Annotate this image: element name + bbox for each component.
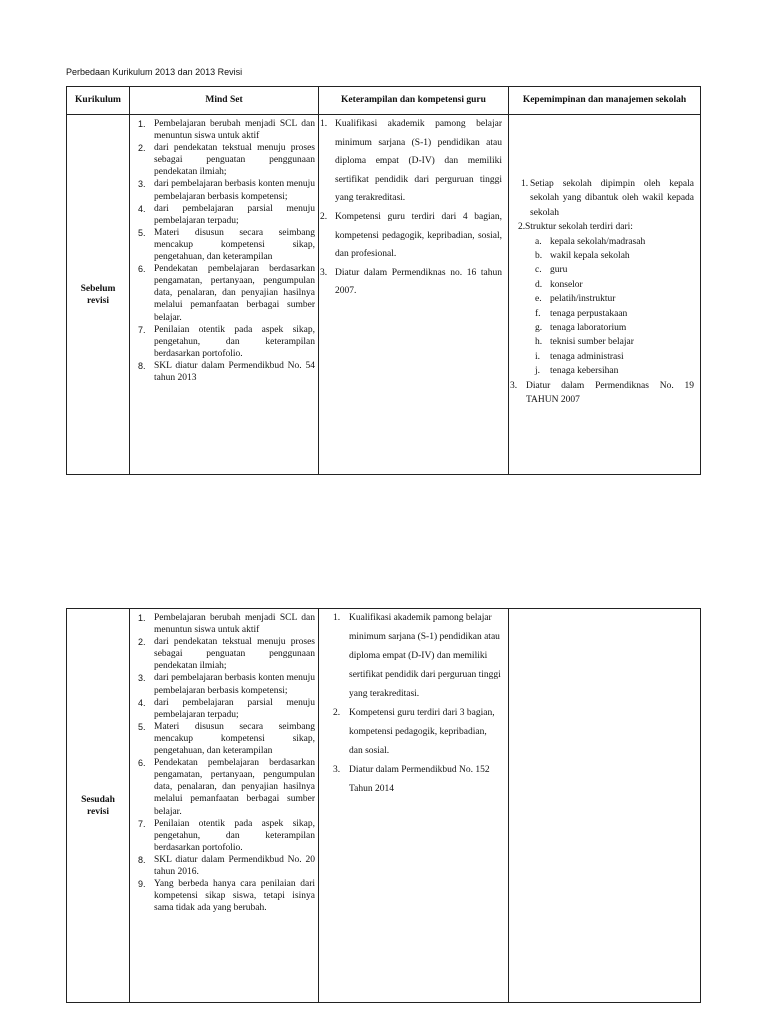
kompetensi-list bbox=[319, 115, 508, 301]
list-item-text: dari pembelajaran berbasis konten menuju pembelajaran berbasis kompetensi; bbox=[154, 179, 315, 202]
list-item bbox=[525, 364, 694, 378]
list-item-text: konselor bbox=[550, 279, 583, 290]
kompetensi-cell bbox=[319, 115, 509, 475]
list-item-number: g. bbox=[535, 323, 543, 334]
list-item-text: Pembelajaran berubah menjadi SCL dan menuntun siswa untuk aktif bbox=[154, 119, 315, 142]
document-title: Perbedaan Kurikulum 2013 dan 2013 Revisi bbox=[66, 67, 243, 77]
header-row bbox=[67, 87, 701, 115]
list-item bbox=[130, 636, 318, 672]
list-item bbox=[130, 612, 318, 636]
list-item-text: kepala sekolah/madrasah bbox=[550, 236, 646, 247]
list-item-number: c. bbox=[535, 265, 542, 276]
mind-set-cell bbox=[130, 609, 319, 1003]
list-item: 3. Diatur dalam Permendiknas No. 19 TAHUN 2007 bbox=[510, 380, 694, 406]
list-item bbox=[130, 721, 318, 757]
list-item bbox=[130, 142, 318, 178]
list-item-number: 3. bbox=[333, 765, 341, 775]
header-kurikulum: Kurikulum bbox=[67, 87, 130, 115]
list-item-text: Penilaian otentik pada aspek sikap, pengetahun, dan keterampilan berdasarkan portofolio. bbox=[154, 818, 315, 853]
list-item-text: Diatur dalam Permendiknas no. 16 tahun 2007. bbox=[335, 267, 502, 297]
comparison-table-after bbox=[66, 608, 701, 1003]
list-item-text: Kualifikasi akademik pamong belajar minimum sarjana (S-1) pendidikan atau diploma empat (D-IV) dan memiliki sertifikat pendidik dari perguruan tinggi yang terakreditasi. bbox=[349, 613, 501, 699]
list-item-text: Kompetensi guru terdiri dari 4 bagian, kompetensi pedagogik, kepribadian, sosial, dan profesional. bbox=[335, 211, 502, 260]
kepemimpinan-cell bbox=[509, 115, 701, 475]
kompetensi-cell bbox=[319, 609, 509, 1003]
list-item bbox=[525, 350, 694, 364]
list-item bbox=[525, 321, 694, 335]
list-item bbox=[130, 818, 318, 854]
row-label-sebelum: Sebelum revisi bbox=[67, 115, 130, 475]
list-item: 1. Setiap sekolah dipimpin oleh kepala sekolah yang dibantuk oleh wakil kepada sekolah bbox=[521, 179, 694, 218]
list-item bbox=[319, 264, 508, 301]
list-item-text: Kompetensi guru terdiri dari 3 bagian, kompetensi pedagogik, kepribadian, dan sosial. bbox=[349, 708, 495, 756]
list-item bbox=[525, 278, 694, 292]
list-item-number: 2. bbox=[138, 637, 146, 648]
list-item-text: Penilaian otentik pada aspek sikap, pengetahun, dan keterampilan berdasarkan portofolio. bbox=[154, 324, 315, 359]
list-item-number: 2. bbox=[138, 143, 146, 154]
kepemimpinan-list bbox=[509, 115, 700, 408]
list-item-number: j. bbox=[535, 366, 541, 377]
list-item-text: pelatih/instruktur bbox=[550, 294, 616, 305]
list-item-number: 3. bbox=[138, 179, 146, 190]
list-item-text: Yang berbeda hanya cara penilaian dari kompetensi sikap siswa, tetapi isinya sama tidak ada yang berubah. bbox=[154, 879, 315, 914]
list-item-text: dari pembelajaran berbasis konten menuju pembelajaran berbasis kompetensi; bbox=[154, 673, 315, 696]
mind-set-list bbox=[130, 118, 318, 384]
row-label-sesudah: Sesudah revisi bbox=[67, 609, 130, 1003]
list-item-number: 5. bbox=[138, 227, 146, 238]
list-item-number: 3. bbox=[138, 673, 146, 684]
list-item-number: i. bbox=[535, 351, 541, 362]
comparison-table-before bbox=[66, 86, 701, 475]
list-item-number: b. bbox=[535, 251, 543, 262]
list-item-text: Diatur dalam Permendikbud No. 152 Tahun 2014 bbox=[349, 765, 490, 794]
list-item bbox=[319, 609, 508, 704]
list-item bbox=[525, 292, 694, 306]
list-item bbox=[525, 249, 694, 263]
list-item-number: h. bbox=[535, 337, 543, 348]
list-item bbox=[130, 263, 318, 323]
row-sebelum bbox=[67, 115, 701, 475]
list-item-number: 1. bbox=[333, 613, 341, 623]
list-item bbox=[525, 335, 694, 349]
list-item-text: Pembelajaran berubah menjadi SCL dan menuntun siswa untuk aktif bbox=[154, 613, 315, 636]
list-item-number: 7. bbox=[138, 324, 146, 335]
list-item-number: 2. bbox=[333, 708, 341, 718]
mind-set-list bbox=[130, 612, 318, 914]
list-item-text: Materi disusun secara seimbang mencakup kompetensi sikap, pengetahuan, dan keterampilan bbox=[154, 721, 315, 757]
list-item-text: Kualifikasi akademik pamong belajar minimum sarjana (S-1) pendidikan atau diploma empat (D-IV) dan memiliki sertifikat pendidik dari perguruan tinggi yang terakreditasi. bbox=[335, 119, 502, 204]
list-item-number: d. bbox=[535, 279, 543, 290]
kepemimpinan-cell-empty bbox=[509, 609, 701, 1003]
list-item-number: a. bbox=[535, 236, 542, 247]
list-item-number: 4. bbox=[138, 203, 146, 214]
list-item-number: 1. bbox=[138, 119, 146, 129]
list-item bbox=[130, 672, 318, 696]
list-item bbox=[130, 118, 318, 142]
list-item bbox=[130, 227, 318, 263]
list-item-text: Pendekatan pembelajaran berdasarkan pengamatan, pertanyaan, pengumpulan data, penalaran, dan penyajian hasilnya melalui pemanfaatan berbagai sumber belajar. bbox=[154, 758, 315, 817]
list-item-text: wakil kepala sekolah bbox=[550, 251, 630, 262]
list-item bbox=[130, 178, 318, 202]
list-item-text: dari pembelajaran parsial menuju pembelajaran terpadu; bbox=[154, 203, 315, 226]
struktur-list bbox=[525, 235, 694, 379]
list-item-text: tenaga administrasi bbox=[550, 351, 624, 362]
list-item-number: 3. bbox=[320, 267, 328, 278]
list-item bbox=[130, 878, 318, 914]
list-item-text: tenaga laboratorium bbox=[550, 323, 627, 334]
list-item bbox=[130, 324, 318, 360]
list-item-text: Materi disusun secara seimbang mencakup kompetensi sikap, pengetahuan, dan keterampilan bbox=[154, 227, 315, 263]
list-item-text: dari pembelajaran parsial menuju pembelajaran terpadu; bbox=[154, 697, 315, 720]
list-item-number: 5. bbox=[138, 721, 146, 732]
list-item-text: dari pendekatan tekstual menuju proses sebagai penguatan penggunaan pendekatan ilmiah; bbox=[154, 637, 315, 672]
list-item-number: 9. bbox=[138, 879, 146, 890]
list-item-number: 4. bbox=[138, 697, 146, 708]
list-item-number: 7. bbox=[138, 818, 146, 829]
list-item bbox=[130, 854, 318, 878]
list-item bbox=[319, 704, 508, 761]
list-item-text: teknisi sumber belajar bbox=[550, 337, 634, 348]
list-item bbox=[525, 235, 694, 249]
kompetensi-list bbox=[319, 609, 508, 799]
list-item-text: dari pendekatan tekstual menuju proses sebagai penguatan penggunaan pendekatan ilmiah; bbox=[154, 143, 315, 178]
list-item-number: 8. bbox=[138, 360, 146, 371]
list-item: 2. Struktur sekolah terdiri dari: a. kepala sekolah/madrasah b. wakil kepala sekolah c. guru d. konselor e. pelatih/instruktur f. tenaga perpustakaan g. tenaga laboratorium h. teknisi sumber belajar i. tenaga administrasi j. tenaga kebersihan bbox=[509, 220, 700, 378]
list-item bbox=[525, 307, 694, 321]
list-item bbox=[525, 263, 694, 277]
list-item-text: SKL diatur dalam Permendikbud No. 20 tahun 2016. bbox=[154, 854, 315, 877]
list-item-text: tenaga perpustakaan bbox=[550, 308, 628, 319]
list-item bbox=[319, 115, 508, 208]
header-kepemimpinan: Kepemimpinan dan manajemen sekolah bbox=[509, 87, 701, 115]
list-item-number: e. bbox=[535, 294, 542, 305]
list-item-text: SKL diatur dalam Permendikbud No. 54 tahun 2013 bbox=[154, 360, 315, 383]
list-item-number: 6. bbox=[138, 758, 146, 769]
mind-set-cell bbox=[130, 115, 319, 475]
list-item-number: 1. bbox=[138, 613, 146, 623]
list-item-number: 2. bbox=[320, 211, 328, 222]
list-item-number: 8. bbox=[138, 854, 146, 865]
list-item-text: guru bbox=[550, 265, 568, 276]
list-item-text: tenaga kebersihan bbox=[550, 366, 619, 377]
row-sesudah bbox=[67, 609, 701, 1003]
list-item bbox=[319, 208, 508, 264]
list-item bbox=[130, 203, 318, 227]
list-item bbox=[130, 360, 318, 384]
list-item-text: Pendekatan pembelajaran berdasarkan pengamatan, pertanyaan, pengumpulan data, penalaran, dan penyajian hasilnya melalui pemanfaatan berbagai sumber belajar. bbox=[154, 264, 315, 323]
list-item bbox=[319, 761, 508, 799]
header-keterampilan: Keterampilan dan kompetensi guru bbox=[319, 87, 509, 115]
header-mind-set: Mind Set bbox=[130, 87, 319, 115]
list-item-number: 6. bbox=[138, 264, 146, 275]
list-item-number: 1. bbox=[320, 119, 328, 129]
list-item bbox=[130, 757, 318, 817]
list-item bbox=[130, 697, 318, 721]
list-item-number: f. bbox=[535, 308, 541, 319]
